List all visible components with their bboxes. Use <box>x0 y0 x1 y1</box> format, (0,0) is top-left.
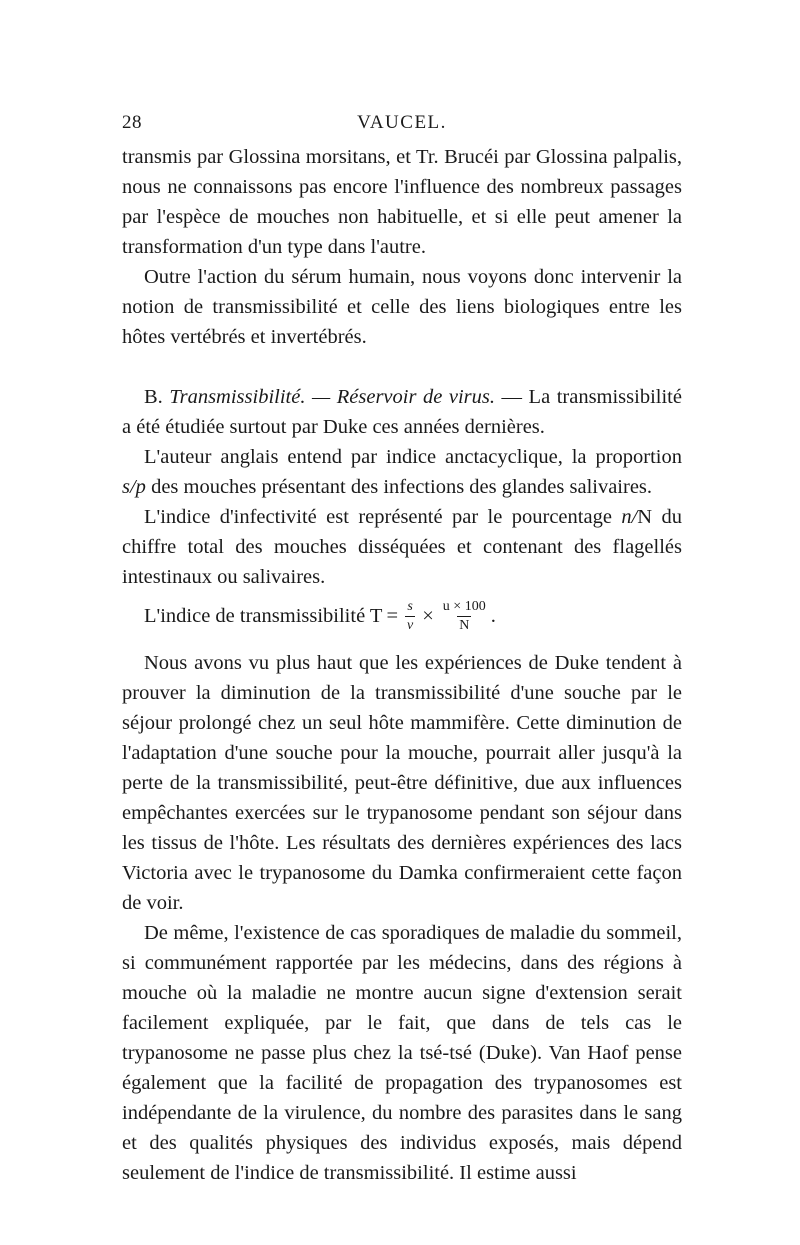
text-run: N du chiffre total des mouches disséquées et contenant des flagellés intestinaux ou salivaires. <box>122 506 682 588</box>
text-run: L'indice d'infectivité est représenté par le pourcentage <box>144 506 622 528</box>
paragraph-4 <box>122 442 682 502</box>
formula-spacer <box>122 640 682 648</box>
ratio-symbol: n/ <box>621 506 638 528</box>
fraction-denominator: v <box>407 617 414 633</box>
formula-equals: = <box>386 605 399 627</box>
formula-end: . <box>490 605 496 627</box>
fraction-denominator: N <box>459 617 470 633</box>
text-run: L'auteur anglais entend par indice anctacyclique, la proportion <box>144 446 682 468</box>
paragraph-1: transmis par Glossina morsitans, et Tr. Brucéi par Glossina palpalis, nous ne connaissons pas encore l'influence des nombreux passages par l'espèce de mouches non habituelle, et si elle peut amener la transformation d'un type dans l'autre. <box>122 146 682 258</box>
paragraph-5 <box>122 502 682 592</box>
transmissibility-formula <box>122 592 682 640</box>
fraction-numerator: s <box>407 598 413 614</box>
fraction-u-over-n <box>441 599 488 634</box>
paragraph-8: De même, l'existence de cas sporadiques de maladie du sommeil, si communément rapportée par les médecins, dans des régions à mouche où la maladie ne montre aucun signe d'extension serait facilement expliquée, par le fait, que dans de tels cas le trypanosome ne passe plus chez la tsé-tsé (Duke). Van Haof pense également que la facilité de propagation des trypanosomes est indépendante de la virulence, du nombre des parasites dans le sang et des qualités physiques des individus exposés, mais dépend seulement de l'indice de transmissibilité. Il estime aussi <box>122 922 682 1184</box>
book-page <box>122 112 682 1188</box>
section-label: B. <box>144 386 170 408</box>
formula-label: L'indice de transmissibilité T <box>144 605 383 627</box>
paragraph-7: Nous avons vu plus haut que les expériences de Duke tendent à prouver la diminution de la transmissibilité d'une souche par le séjour prolongé chez un seul hôte mammifère. Cette diminution de l'adaptation d'une souche pour la mouche, pourrait aller jusqu'à la perte de la transmissibilité, peut-être définitive, due aux influences empêchantes exercées sur le trypanosome pendant son séjour dans les tissus de l'hôte. Les résultats des dernières expériences des lacs Victoria avec le trypanosome du Damka confirmeraient cette façon de voir. <box>122 652 682 914</box>
formula-times: × <box>422 605 434 627</box>
text-run: des mouches présentant des infections des glandes salivaires. <box>145 476 653 498</box>
section-heading: Transmissibilité. — Réservoir de virus. <box>169 386 495 408</box>
fraction-numerator: u × 100 <box>442 598 486 614</box>
fraction-s-over-v <box>405 599 415 634</box>
paragraph-section-b <box>122 382 682 442</box>
running-title: VAUCEL. <box>357 112 447 133</box>
section-spacer <box>122 352 682 382</box>
section-text: — La transmissibilité a été étudiée surtout par Duke ces années dernières. <box>122 386 682 438</box>
page-number: 28 <box>122 112 142 133</box>
ratio-symbol: s/p <box>122 476 146 498</box>
paragraph-2: Outre l'action du sérum humain, nous voyons donc intervenir la notion de transmissibilité et celle des liens biologiques entre les hôtes vertébrés et invertébrés. <box>122 266 682 348</box>
running-head <box>122 112 682 142</box>
